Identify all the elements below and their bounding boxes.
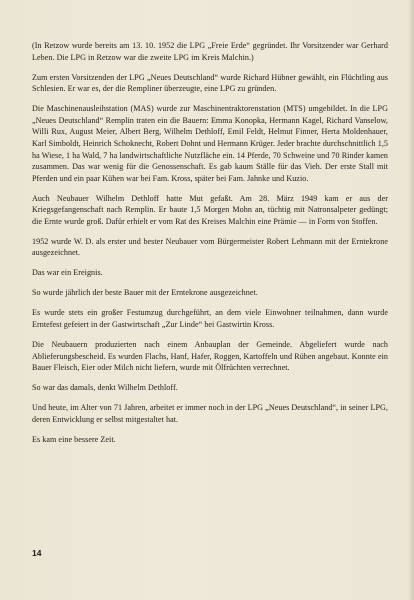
page-number: 14 [32, 548, 42, 558]
paragraph-mts-members: Die Maschinenausleihstation (MAS) wurde zur Maschinentraktorenstation (MTS) umgebildet. In die LPG „Neues Deutschland“ Remplin traten ein die Bauern: Emma Konopka, Hermann Kagel, Richard Vanselow, Willi Rux, August Meier, Albert Berg, Wilhelm Dethloff, Emil Feldt, Helmut Finner, Herta Moldenhauer, Karl Simboldt, Heinrich Schoknecht, Robert Dohnt und Hermann Krüger. Jeder brachte durchschnittlich 1,5 ha Wiese, 1 ha Wald, 7 ha landwirtschaftliche Nutzfläche ein. 14 Pferde, 70 Schweine und 70 Rinder kamen zusammen. Das war wenig für die Genossenschaft. Es gab kaum Ställe für das Vieh. Der erste Stall mit Pferden und ein paar Kühen war bei Fam. Kross, später bei Fam. Jahnke und Kuzio. [32, 104, 388, 183]
paragraph-damals: So war das damals, denkt Wilhelm Dethloff. [32, 383, 178, 393]
paragraph-ereignis: Das war ein Ereignis. [32, 268, 103, 278]
paragraph-retzow-lpg: (In Retzow wurde bereits am 13. 10. 1952 die LPG „Freie Erde“ gegründet. Ihr Vorsitzender war Gerhard Leben. Die LPG in Retzow war die zweite LPG im Kreis Malchin.) [32, 41, 388, 62]
body-text [32, 40, 388, 454]
paragraph-erntekrone-1952: 1952 wurde W. D. als erster und bester Neubauer vom Bürgermeister Robert Lehmann mit der Erntekrone ausgezeichnet. [32, 236, 388, 258]
paragraph-anbauplan: Die Neubauern produzierten nach einem Anbauplan der Gemeinde. Abgeliefert wurde nach Ablieferungsbescheid. Es wurden Flachs, Hanf, Hafer, Roggen, Kartoffeln und Rüben angebaut. Konnte ein Bauer Fleisch, Eier oder Milch nicht liefern, wurde mit Ölfrüchten verrechnet. [32, 340, 388, 373]
paragraph-first-chairman: Zum ersten Vorsitzenden der LPG „Neues Deutschland“ wurde Richard Hübner gewählt, ein Flüchtling aus Schlesien. Er war es, der die Rempliner überzeugte, eine LPG zu gründen. [32, 72, 388, 94]
paragraph-festumzug: Es wurde stets ein großer Festumzug durchgeführt, an dem viele Einwohner teilnahmen, dann wurde Erntefest gefeiert in der Gastwirtschaft „Zur Linde“ bei Gastwirtin Kross. [32, 308, 388, 330]
paragraph-heute: Und heute, im Alter von 71 Jahren, arbeitet er immer noch in der LPG „Neues Deutschland“, in seiner LPG, deren Entwicklung er selbst mitgestaltet hat. [32, 403, 388, 424]
paragraph-dethloff-mohn: Auch Neubauer Wilhelm Dethloff hatte Mut gefaßt. Am 28. März 1949 kam er aus der Kriegsgefangenschaft nach Remplin. Er baute 1,5 Morgen Mohn an, tüchtig mit Natronsalpeter gedüngt; die Ernte wurde groß. Dafür erhielt er vom Rat des Kreises Malchin eine Prämie — in Form von Stoffen. [32, 193, 388, 226]
paragraph-bessere-zeit: Es kam eine bessere Zeit. [32, 434, 116, 444]
paragraph-yearly-award: So wurde jährlich der beste Bauer mit der Erntekrone ausgezeichnet. [32, 288, 258, 298]
